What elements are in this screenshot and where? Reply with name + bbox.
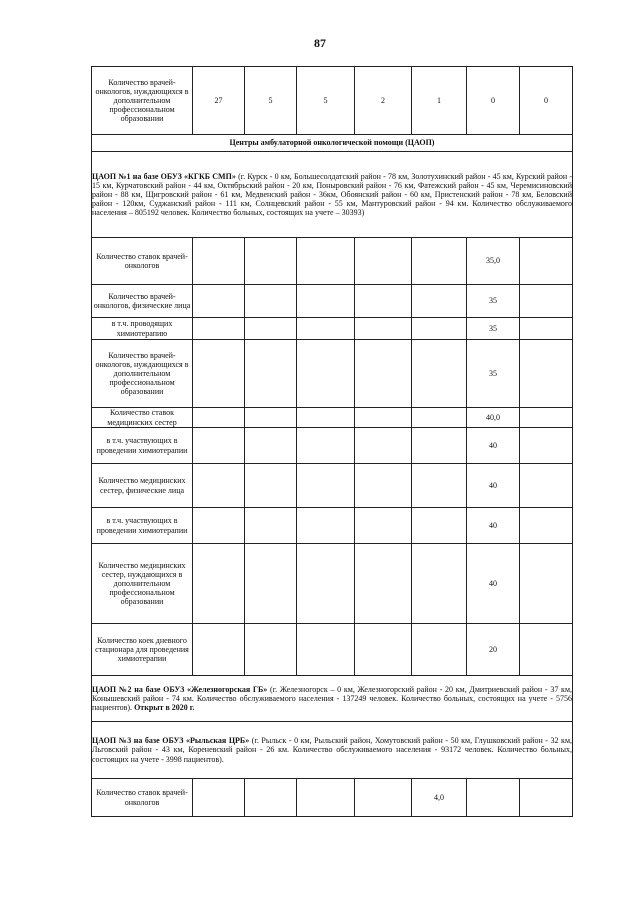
cell <box>245 318 297 340</box>
center-1-title: ЦАОП №1 на базе ОБУЗ «КГКБ СМП» <box>92 171 236 181</box>
row-label: Количество врачей-онкологов, физические лица <box>92 285 193 318</box>
cell <box>193 428 245 464</box>
row-label: Количество ставок врачей-онкологов <box>92 779 193 817</box>
row-label: Количество ставок врачей-онкологов <box>92 238 193 285</box>
cell: 35,0 <box>467 238 520 285</box>
cell <box>193 779 245 817</box>
cell: 0 <box>467 67 520 135</box>
row-label: Количество врачей-онкологов, нуждающихся в дополнительном профессиональном образовании <box>92 340 193 408</box>
center-2-info <box>92 676 573 722</box>
cell <box>245 624 297 676</box>
cell: 20 <box>467 624 520 676</box>
table-row <box>92 508 573 544</box>
center-2-opened: Открыт в 2020 г. <box>134 703 195 713</box>
cell <box>297 624 355 676</box>
cell <box>245 508 297 544</box>
center-1-description: (г. Курск - 0 км, Большесолдатский район - 78 км, Золотухинский район - 45 км, Курский район - 15 км, Курчатовский район - 44 км, Октябрьский район - 20 км, Поныровский район - 76 км, Фатежский район - 45 км, Черемисиновский район - 88 км, Щигровский район - 61 км, Медвенский район - 36км, Обоянский район - 60 км, Пристенский район - 78 км, Беловский район - 120км, Суджанский район - 111 км, Солнцевский район - 55 км, Мантуровский район - 94 км. Количество обслуживаемого населения – 805192 человек. Количество больных, состоящих на учете – 30393) <box>92 171 572 218</box>
cell <box>412 624 467 676</box>
cell <box>520 340 573 408</box>
cell: 1 <box>412 67 467 135</box>
cell: 35 <box>467 318 520 340</box>
cell <box>193 508 245 544</box>
cell <box>355 464 412 508</box>
row-label: Количество медицинских сестер, физические лица <box>92 464 193 508</box>
cell: 40 <box>467 464 520 508</box>
cell <box>520 779 573 817</box>
page-number: 87 <box>314 36 326 50</box>
table-row <box>92 464 573 508</box>
table-row <box>92 428 573 464</box>
cell <box>355 508 412 544</box>
cell: 0 <box>520 67 573 135</box>
cell <box>355 318 412 340</box>
table-row <box>92 285 573 318</box>
row-label: Количество ставок медицинских сестер <box>92 408 193 428</box>
table-row <box>92 238 573 285</box>
cell <box>245 238 297 285</box>
cell <box>355 340 412 408</box>
center-3-info <box>92 722 573 779</box>
table-row <box>92 408 573 428</box>
center-3-description: (г. Рыльск - 0 км, Рыльский район, Хомутовский район - 50 км, Глушковский район - 32 км, Льговский район - 43 км, Кореневский район - 26 км. Количество обслуживаемого населения - 93172 человек. Количество больных, состоящих на учете - 3998 пациентов). <box>92 736 573 764</box>
cell <box>245 408 297 428</box>
cell <box>412 285 467 318</box>
cell <box>355 779 412 817</box>
cell <box>520 508 573 544</box>
cell: 27 <box>193 67 245 135</box>
table-row <box>92 624 573 676</box>
center-info-row <box>92 676 573 722</box>
center-2-description: (г. Железногорск – 0 км, Железногорский район - 20 км, Дмитриевский район - 37 км, Конышевский район - 74 км. Количество обслуживаемого населения - 137249 человек. Количество больных, состоящих на учете - 5756 пациентов). <box>92 684 573 713</box>
cell <box>520 318 573 340</box>
cell <box>193 285 245 318</box>
cell <box>412 238 467 285</box>
cell <box>297 238 355 285</box>
table-row <box>92 544 573 624</box>
cell: 5 <box>245 67 297 135</box>
cell <box>297 508 355 544</box>
cell <box>412 464 467 508</box>
row-label: Количество коек дневного стационара для проведения химиотерапии <box>92 624 193 676</box>
cell <box>297 285 355 318</box>
cell <box>193 464 245 508</box>
cell <box>193 544 245 624</box>
cell <box>520 428 573 464</box>
cell: 35 <box>467 285 520 318</box>
center-info-row <box>92 152 573 238</box>
cell: 40,0 <box>467 408 520 428</box>
cell <box>520 624 573 676</box>
row-label: Количество медицинских сестер, нуждающихся в дополнительном профессиональном образовании <box>92 544 193 624</box>
cell <box>245 428 297 464</box>
cell <box>355 428 412 464</box>
cell <box>467 779 520 817</box>
cell <box>520 238 573 285</box>
table-row <box>92 340 573 408</box>
cell <box>520 408 573 428</box>
cell <box>297 779 355 817</box>
cell: 2 <box>355 67 412 135</box>
cell <box>520 544 573 624</box>
cell <box>520 285 573 318</box>
cell: 40 <box>467 508 520 544</box>
cell <box>355 408 412 428</box>
cell <box>245 544 297 624</box>
row-label: в т.ч. участвующих в проведении химиотерапии <box>92 428 193 464</box>
cell <box>412 318 467 340</box>
cell <box>297 428 355 464</box>
row-label: в т.ч. участвующих в проведении химиотерапии <box>92 508 193 544</box>
cell <box>355 238 412 285</box>
cell <box>193 238 245 285</box>
center-info-row <box>92 722 573 779</box>
center-3-title: ЦАОП №3 на базе ОБУЗ «Рыльская ЦРБ» <box>92 736 250 746</box>
cell <box>193 340 245 408</box>
cell <box>355 285 412 318</box>
cell <box>245 340 297 408</box>
cell <box>193 318 245 340</box>
cell: 40 <box>467 428 520 464</box>
cell <box>355 624 412 676</box>
cell: 40 <box>467 544 520 624</box>
section-row <box>92 135 573 152</box>
row-label: Количество врачей-онкологов, нуждающихся в дополнительном профессиональном образовании <box>92 67 193 135</box>
staffing-table <box>91 66 573 817</box>
table-row <box>92 67 573 135</box>
cell <box>193 408 245 428</box>
cell <box>412 340 467 408</box>
center-1-info <box>92 152 573 238</box>
row-label: в т.ч. проводящих химиотерапию <box>92 318 193 340</box>
cell <box>355 544 412 624</box>
cell <box>245 779 297 817</box>
cell: 5 <box>297 67 355 135</box>
cell <box>520 464 573 508</box>
cell <box>412 408 467 428</box>
cell: 35 <box>467 340 520 408</box>
cell <box>412 428 467 464</box>
cell <box>297 408 355 428</box>
cell <box>297 464 355 508</box>
cell: 4,0 <box>412 779 467 817</box>
section-title: Центры амбулаторной онкологической помощи (ЦАОП) <box>92 135 573 152</box>
cell <box>297 544 355 624</box>
cell <box>193 624 245 676</box>
table-row <box>92 318 573 340</box>
center-2-title: ЦАОП №2 на базе ОБУЗ «Железногорская ГБ» <box>92 684 268 694</box>
cell <box>297 318 355 340</box>
cell <box>412 544 467 624</box>
cell <box>245 464 297 508</box>
cell <box>412 508 467 544</box>
cell <box>297 340 355 408</box>
cell <box>245 285 297 318</box>
table-row <box>92 779 573 817</box>
